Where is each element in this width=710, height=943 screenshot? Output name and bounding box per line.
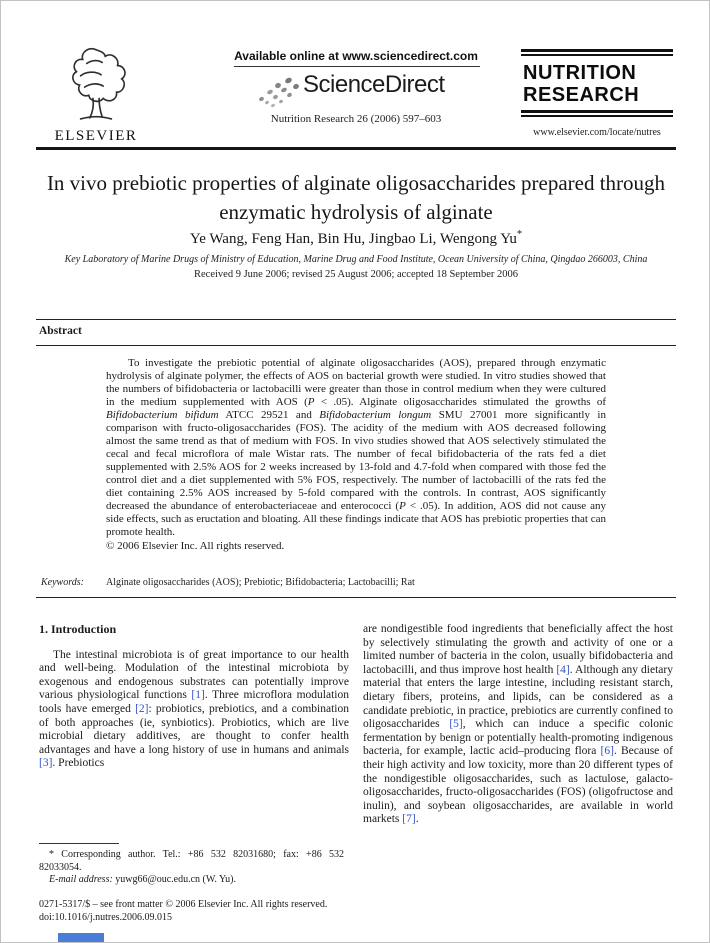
email-address-line[interactable]: E-mail address: yuwg66@ouc.edu.cn (W. Yu). <box>49 874 236 885</box>
footnote-rule <box>39 843 119 844</box>
journal-citation: Nutrition Research 26 (2006) 597–603 <box>270 113 442 125</box>
elsevier-tree-icon <box>59 45 133 121</box>
frontmatter-divider-rule <box>36 597 676 598</box>
available-online-underline <box>234 66 480 67</box>
affiliation-line: Key Laboratory of Marine Drugs of Ministry of Education, Marine Drug and Food Institute, Ocean University of China, Qingdao 266003, China <box>64 254 648 265</box>
citation-link[interactable]: [3] <box>39 757 53 770</box>
column-right <box>363 623 673 827</box>
sciencedirect-dots-icon <box>257 75 301 107</box>
journal-url-link[interactable]: www.elsevier.com/locate/nutres <box>533 127 661 138</box>
keywords-text: Alginate oligosaccharides (AOS); Prebiotic; Bifidobacteria; Lactobacilli; Rat <box>106 577 415 588</box>
doi-line[interactable]: doi:10.1016/j.nutres.2006.09.015 <box>39 912 173 923</box>
footnote-block <box>39 849 344 887</box>
citation-link[interactable]: [6] <box>600 745 614 758</box>
keywords-label: Keywords: <box>41 577 84 588</box>
abstract-copyright: © 2006 Elsevier Inc. All rights reserved. <box>106 540 285 552</box>
column-left <box>39 623 349 771</box>
journal-masthead <box>521 49 673 117</box>
citation-link[interactable]: [2] <box>135 702 149 715</box>
corresponding-author-note: * Corresponding author. Tel.: +86 532 82031680; fax: +86 532 82033054. <box>39 849 344 873</box>
header-divider-rule <box>36 147 676 150</box>
citation-link[interactable]: [7] <box>402 813 416 826</box>
masthead-top-rule <box>521 49 673 56</box>
abstract-heading-rule <box>36 345 676 346</box>
sciencedirect-wordmark: ScienceDirect <box>303 71 445 98</box>
authors-line: Ye Wang, Feng Han, Bin Hu, Jingbao Li, Wengong Yu* <box>189 229 523 247</box>
abstract-top-rule <box>36 319 676 320</box>
intro-paragraph-right: are nondigestible food ingredients that beneficially affect the host by selectively stimulating the growth and activity of one or a limited number of bacteria in the colon, usually bifidobacteria and lactobacilli, and thus improve host health [4]. Although any dietary material that enters the large intestine, including resistant starch, dietary fibers, proteins, and lipids, can be considered as a candidate prebiotic, in practice, prebiotics are currently confined to oligosaccharides [5], which can induce a specific colonic fermentation by benign or potentially health-promoting indigenous bacteria, for example, lactic acid–producing flora [6]. Because of their high activity and low toxicity, more than 20 different types of the nondigestible oligosaccharides, such as lactulose, galacto-oligosaccharides, fructo-oligosaccharides (FOS) (oligofructose and inulin), and soybean oligosaccharides, are available in world markets [7]. <box>363 623 674 826</box>
issn-copyright-line: 0271-5317/$ – see front matter © 2006 Elsevier Inc. All rights reserved. <box>39 899 328 910</box>
section-heading-introduction: 1. Introduction <box>39 622 117 636</box>
elsevier-logo <box>41 45 151 145</box>
elsevier-wordmark: ELSEVIER <box>54 128 138 144</box>
citation-link[interactable]: [5] <box>449 718 463 731</box>
journal-name-line2: RESEARCH <box>523 84 640 106</box>
abstract-body <box>106 357 606 553</box>
paper-title: In vivo prebiotic properties of alginate oligosaccharides prepared through enzymatic hydrolysis of alginate <box>46 171 666 224</box>
abstract-paragraph: To investigate the prebiotic potential of alginate oligosaccharides (AOS), prepared through enzymatic hydrolysis of alginate polymer, the effects of AOS on bacterial growth were studied. In vitro studies showed that the numbers of bifidobacteria or lactobacilli were greater than those in control medium when they were cultured in the medium supplemented with AOS (P < .05). Alginate oligosaccharides stimulated the growths of Bifidobacterium bifidum ATCC 29521 and Bifidobacterium longum SMU 27001 more significantly in comparison with fructo-oligosaccharides (FOS). The acidity of the medium with AOS decreased following almost the same trend as that of medium with FOS. In vivo studies showed that AOS selectively stimulated the cecal and fecal microflora of male Wistar rats. The number of fecal bifidobacteria of the rats fed a diet supplemented with 2.5% AOS for 2 weeks increased by 13-fold and 4.7-fold when compared with those fed the control diet and a diet supplemented with 5% FOS, respectively. The number of lactobacilli of the rats fed the diet containing 2.5% AOS increased by 5-fold compared with the controls. In contrast, AOS significantly decreased the abundance of enterobacteriaceae and enterococci (P < .05). In addition, AOS did not cause any side effects, such as eructation and bloating. All these findings indicate that AOS has prebiotic properties that can promote health. <box>106 357 606 538</box>
received-dates-line: Received 9 June 2006; revised 25 August 2006; accepted 18 September 2006 <box>194 269 518 280</box>
frontmatter-block <box>39 898 359 924</box>
available-online-link[interactable]: Available online at www.sciencedirect.com <box>234 49 478 63</box>
selection-artifact <box>58 933 104 943</box>
masthead-bottom-rule <box>521 110 673 117</box>
abstract-heading: Abstract <box>39 325 82 337</box>
journal-name-line1: NUTRITION <box>523 62 637 84</box>
intro-paragraph-left: The intestinal microbiota is of great importance to our health and well-being. Modulation of the intestinal microbiota by exogenous and endogenous substrates can potentially improve various physiological functions [1]. Three microflora modulation tools have emerged [2]: probiotics, prebiotics, and a combination of both approaches (ie, synbiotics). Probiotics, which are live microbial dietary additives, are thought to confer health advantages and have a long history of use in humans and animals [3]. Prebiotics <box>39 648 349 770</box>
citation-link[interactable]: [1] <box>191 689 205 702</box>
citation-link[interactable]: [4] <box>556 663 570 676</box>
